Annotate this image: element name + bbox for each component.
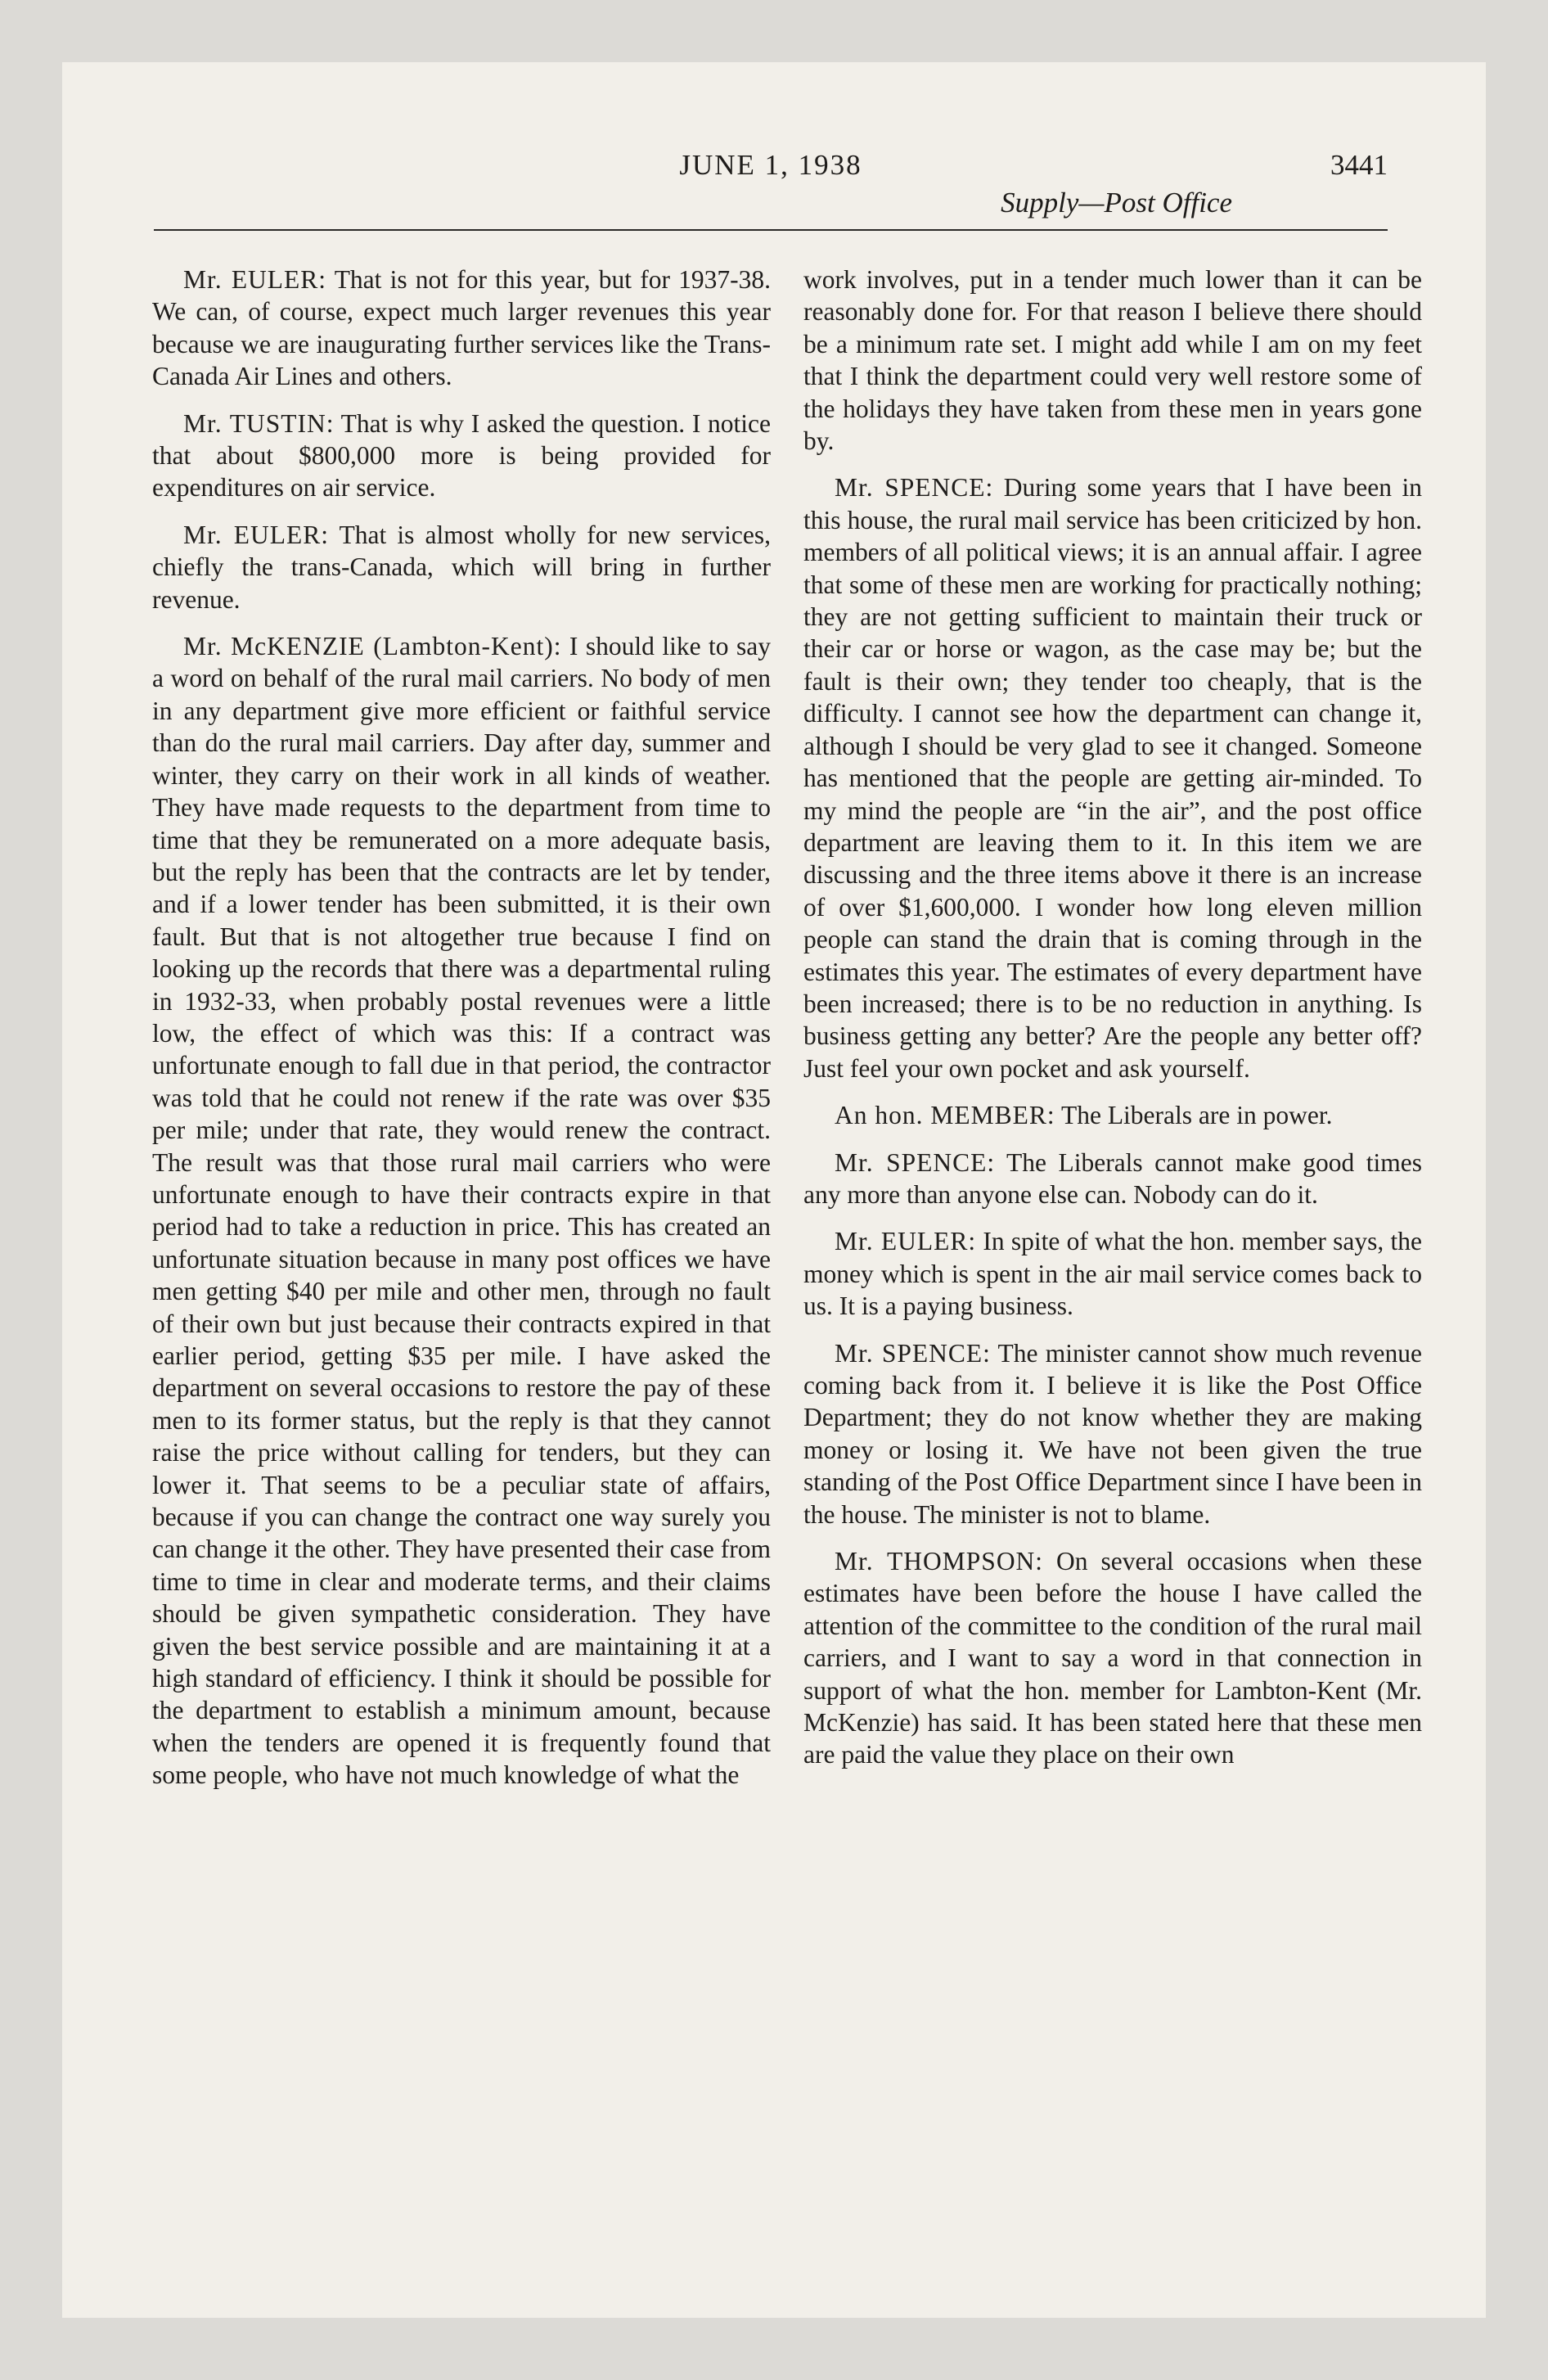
- page-number: 3441: [1330, 149, 1388, 181]
- speech-text: The minister cannot show much revenue coming back from it. I believe it is like the Post Office Department; they do not know whether they are making money or losing it. We have not been given the true standing of the Post Office Department since I have been in the house. The minister is not to blame.: [803, 1338, 1422, 1529]
- speaker-name: Mr. SPENCE:: [835, 1147, 996, 1177]
- speech-text: The Liberals cannot make good times any more than anyone else can. Nobody can do it.: [803, 1147, 1422, 1209]
- speech-text: In spite of what the hon. member says, the money which is spent in the air mail service comes back to us. It is a paying business.: [803, 1227, 1422, 1321]
- paragraph: [803, 1337, 1422, 1530]
- speaker-name: An hon. MEMBER:: [835, 1101, 1055, 1130]
- paragraph: [152, 408, 771, 504]
- speaker-name: Mr. EULER:: [183, 520, 329, 549]
- speech-text: That is almost wholly for new services, chiefly the trans-Canada, which will bring in further revenue.: [152, 520, 771, 614]
- paragraph: [803, 264, 1422, 457]
- speech-text: work involves, put in a tender much lower than it can be reasonably done for. For that reason I believe there should be a minimum rate set. I might add while I am on my feet that I think the department could very well restore some of the holidays they have taken from these men in years gone by.: [803, 265, 1422, 456]
- paragraph: [803, 1225, 1422, 1322]
- speaker-name: Mr. SPENCE:: [835, 1338, 991, 1368]
- header-rule: [154, 229, 1388, 231]
- page-header: [154, 103, 1388, 226]
- paragraph: [803, 1099, 1422, 1131]
- header-date: JUNE 1, 1938: [679, 149, 862, 181]
- speech-text: That is not for this year, but for 1937-38. We can, of course, expect much larger revenues this year because we are inaugurating further services like the Trans-Canada Air Lines and others.: [152, 265, 772, 391]
- paragraph: [152, 264, 771, 393]
- speaker-name: Mr. TUSTIN:: [183, 408, 335, 438]
- paragraph: [803, 1147, 1422, 1211]
- speech-text: During some years that I have been in this house, the rural mail service has been criticized by hon. members of all political views; it is an annual affair. I agree that some of these men are working for practically nothing; they are not getting sufficient to maintain their truck or their car or horse or wagon, as the case may be; but the fault is their own; they tender too cheaply, that is the difficulty. I cannot see how the department can change it, although I should be very glad to see it changed. Someone has mentioned that the people are getting air-minded. To my mind the people are “in the air”, and the post office department are leaving them to it. In this item we are discussing and the three items above it there is an increase of over $1,600,000. I wonder how long eleven million people can stand the drain that is coming through in the estimates this year. The estimates of every department have been increased; there is to be no reduction in anything. Is business getting any better? Are the people any better off? Just feel your own pocket and ask yourself.: [803, 473, 1423, 1083]
- speaker-name: Mr. EULER:: [183, 265, 327, 294]
- left-column: [152, 264, 771, 1806]
- running-title: Supply—Post Office: [1001, 187, 1232, 219]
- speech-text: That is why I asked the question. I notice that about $800,000 more is being provided for expenditures on air service.: [152, 408, 771, 503]
- paragraph: [803, 471, 1422, 1084]
- speech-text: The Liberals are in power.: [1060, 1101, 1333, 1130]
- paragraph: [803, 1545, 1422, 1771]
- speech-text: On several occasions when these estimates have been before the house I have called the attention of the committee to the condition of the rural mail carriers, and I want to say a word in that connection in support of what the hon. member for Lambton-Kent (Mr. McKenzie) has said. It has been stated here that these men are paid the value they place on their own: [803, 1547, 1422, 1769]
- paragraph: [152, 630, 771, 1792]
- speaker-name: Mr. THOMPSON:: [835, 1547, 1044, 1576]
- speech-text: I should like to say a word on behalf of the rural mail carriers. No body of men in any department give more efficient or faithful service than do the rural mail carriers. Day after day, summer and winter, they carry on their work in all kinds of weather. They have made requests to the department from time to time that they be remunerated on a more adequate basis, but the reply has been that the contracts are let by tender, and if a lower tender has been submitted, it is their own fault. But that is not altogether true because I find on looking up the records that there was a departmental ruling in 1932-33, when probably postal revenues were a little low, the effect of which was this: If a contract was unfortunate enough to fall due in that period, the contractor was told that he could not renew if the rate was over $35 per mile; under that rate, they would renew the contract. The result was that those rural mail carriers who were unfortunate enough to have their contracts expire in that period had to take a reduction in price. This has created an unfortunate situation because in many post offices we have men getting $40 per mile and other men, through no fault of their own but just because their contracts expired in that earlier period, getting $35 per mile. I have asked the department on several occasions to restore the pay of these men to its former status, but the reply is that they cannot raise the price without calling for tenders, but they can lower it. That seems to be a peculiar state of affairs, because if you can change the contract one way surely you can change it the other. They have presented their case from time to time in clear and moderate terms, and their claims should be given sympathetic consideration. They have given the best service possible and are maintaining it at a high standard of efficiency. I think it should be possible for the department to establish a minimum amount, because when the tenders are opened it is frequently found that some people, who have not much knowledge of what the: [152, 632, 772, 1790]
- speaker-name: Mr. SPENCE:: [835, 473, 994, 503]
- right-column: [803, 264, 1422, 1786]
- speaker-name: Mr. McKENZIE (Lambton-Kent):: [183, 632, 562, 661]
- hansard-page: [62, 62, 1486, 2318]
- speaker-name: Mr. EULER:: [835, 1227, 977, 1256]
- paragraph: [152, 519, 771, 615]
